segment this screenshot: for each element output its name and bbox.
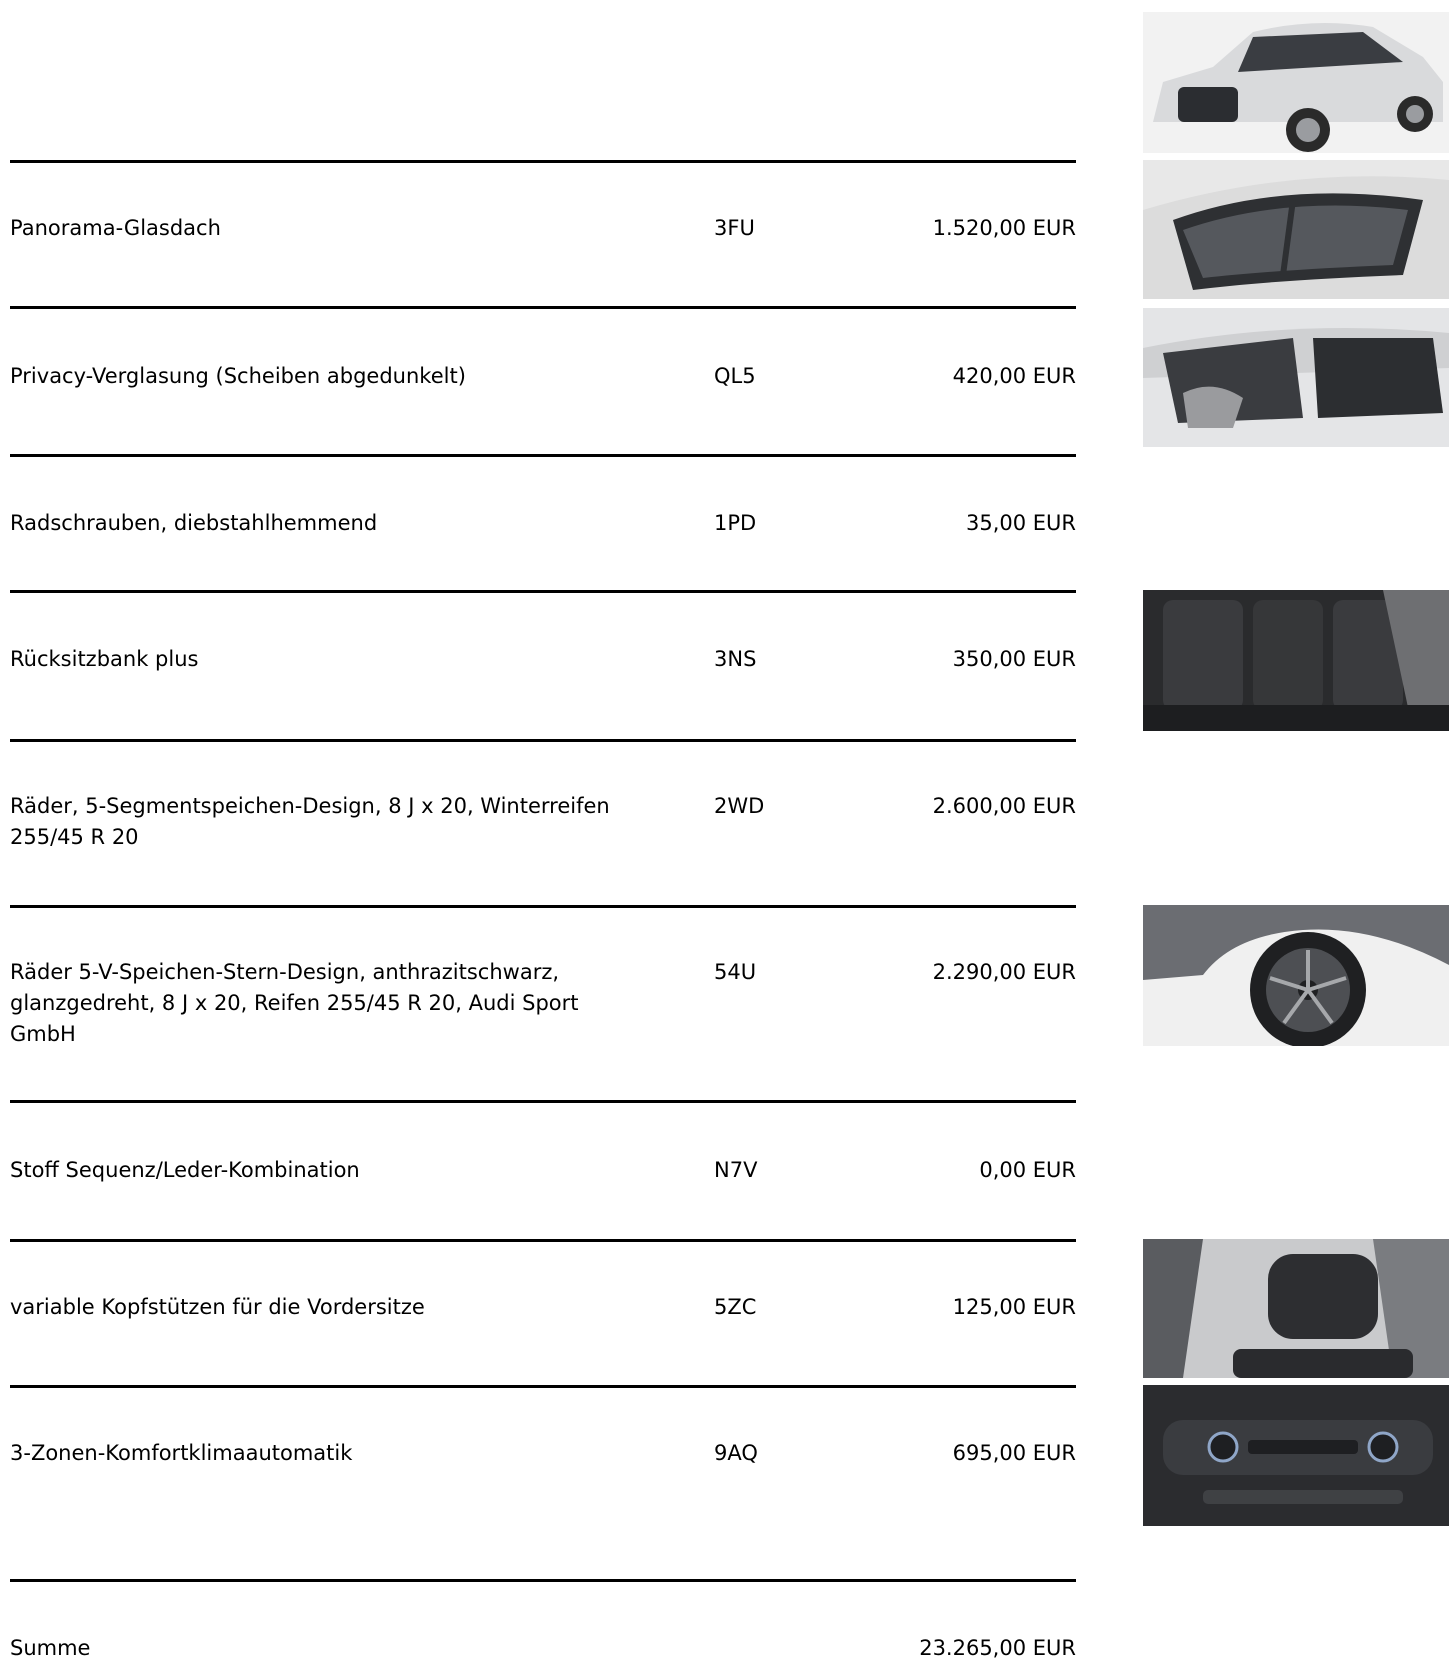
divider	[10, 1385, 1076, 1388]
option-code: 2WD	[714, 794, 765, 818]
option-name: Räder, 5-Segmentspeichen-Design, 8 J x 20, Winterreifen 255/45 R 20	[10, 794, 610, 849]
divider	[10, 306, 1076, 309]
divider	[10, 905, 1076, 908]
option-name: 3-Zonen-Komfortklimaautomatik	[10, 1441, 353, 1465]
option-name: Räder 5-V-Speichen-Stern-Design, anthrazitschwarz, glanzgedreht, 8 J x 20, Reifen 255/45 R 20, Audi Sport GmbH	[10, 960, 579, 1046]
option-price: 2.600,00 EUR	[932, 794, 1076, 818]
option-price: 125,00 EUR	[952, 1295, 1076, 1319]
divider	[10, 739, 1076, 742]
option-price: 35,00 EUR	[965, 511, 1076, 535]
rear-seat-image	[1143, 590, 1449, 731]
option-name: variable Kopfstützen für die Vordersitze	[10, 1295, 425, 1319]
option-code: 1PD	[714, 511, 757, 535]
car-exterior-image	[1143, 12, 1449, 153]
divider	[10, 454, 1076, 457]
divider	[10, 1100, 1076, 1103]
total-label: Summe	[10, 1636, 91, 1658]
divider	[10, 1239, 1076, 1242]
wheel-image	[1143, 905, 1449, 1046]
panorama-roof-image	[1143, 160, 1449, 299]
option-name: Radschrauben, diebstahlhemmend	[10, 511, 378, 535]
option-name: Privacy-Verglasung (Scheiben abgedunkelt)	[10, 364, 466, 388]
climate-control-image	[1143, 1385, 1449, 1526]
option-code: 5ZC	[714, 1295, 757, 1319]
option-code: QL5	[714, 364, 756, 388]
option-name: Stoff Sequenz/Leder-Kombination	[10, 1158, 360, 1182]
option-code: 3FU	[714, 216, 755, 240]
option-price: 695,00 EUR	[952, 1441, 1076, 1465]
option-price: 2.290,00 EUR	[932, 960, 1076, 984]
option-price: 0,00 EUR	[979, 1158, 1076, 1182]
option-name: Panorama-Glasdach	[10, 216, 221, 240]
option-name: Rücksitzbank plus	[10, 647, 199, 671]
option-code: 3NS	[714, 647, 757, 671]
option-price: 1.520,00 EUR	[932, 216, 1076, 240]
option-code: N7V	[714, 1158, 758, 1182]
option-code: 54U	[714, 960, 757, 984]
headrest-image	[1143, 1239, 1449, 1378]
privacy-glass-image	[1143, 308, 1449, 447]
divider	[10, 1579, 1076, 1582]
option-price: 420,00 EUR	[952, 364, 1076, 388]
option-code: 9AQ	[714, 1441, 758, 1465]
divider	[10, 160, 1076, 163]
option-price: 350,00 EUR	[952, 647, 1076, 671]
divider	[10, 590, 1076, 593]
total-value: 23.265,00 EUR	[919, 1636, 1076, 1658]
